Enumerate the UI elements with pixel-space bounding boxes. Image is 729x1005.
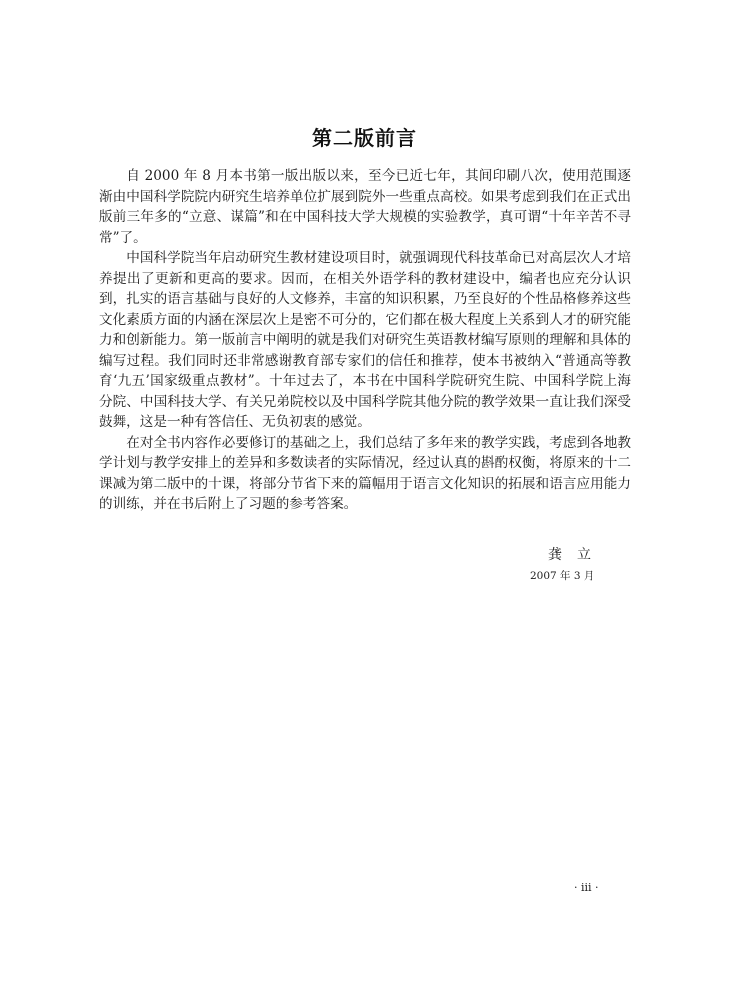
preface-paragraph-2: 中国科学院当年启动研究生教材建设项目时，就强调现代科技革命已对高层次人才培养提出了更新和更高的要求。因而，在相关外语学科的教材建设中，编者也应充分认识到，扎实的语言基础与良好的人文修养，丰富的知识积累，乃至良好的个性品格修养这些文化素质方面的内涵在深层次上是密不可分的，它们都在极大程度上关系到人才的研究能力和创新能力。第一版前言中阐明的就是我们对研究生英语教材编写原则的理解和具体的编写过程。我们同时还非常感谢教育部专家们的信任和推荐，使本书被纳入“普通高等教育‘九五’国家级重点教材”。十年过去了，本书在中国科学院研究生院、中国科学院上海分院、中国科技大学、有关兄弟院校以及中国科学院其他分院的教学效果一直让我们深受鼓舞，这是一种有答信任、无负初衷的感觉。 [99, 250, 631, 430]
page-title: 第二版前言 [312, 126, 417, 150]
page-number: · iii · [574, 881, 599, 894]
preface-body [99, 166, 631, 515]
preface-paragraph-3: 在对全书内容作必要修订的基础之上，我们总结了多年来的教学实践，考虑到各地教学计划与教学安排上的差异和多数读者的实际情况，经过认真的斟酌权衡，将原来的十二课减为第二版中的十课，将部分节省下来的篇幅用于语言文化知识的拓展和语言应用能力的训练，并在书后附上了习题的参考答案。 [99, 434, 631, 512]
preface-date: 2007 年 3 月 [530, 570, 595, 582]
author-signature: 龚立 [548, 547, 606, 563]
preface-paragraph-1: 自 2000 年 8 月本书第一版出版以来，至今已近七年，其间印刷八次，使用范围逐渐由中国科学院院内研究生培养单位扩展到院外一些重点高校。如果考虑到我们在正式出版前三年多的“立意、谋篇”和在中国科技大学大规模的实验教学，真可谓“十年辛苦不寻常”了。 [99, 168, 631, 246]
